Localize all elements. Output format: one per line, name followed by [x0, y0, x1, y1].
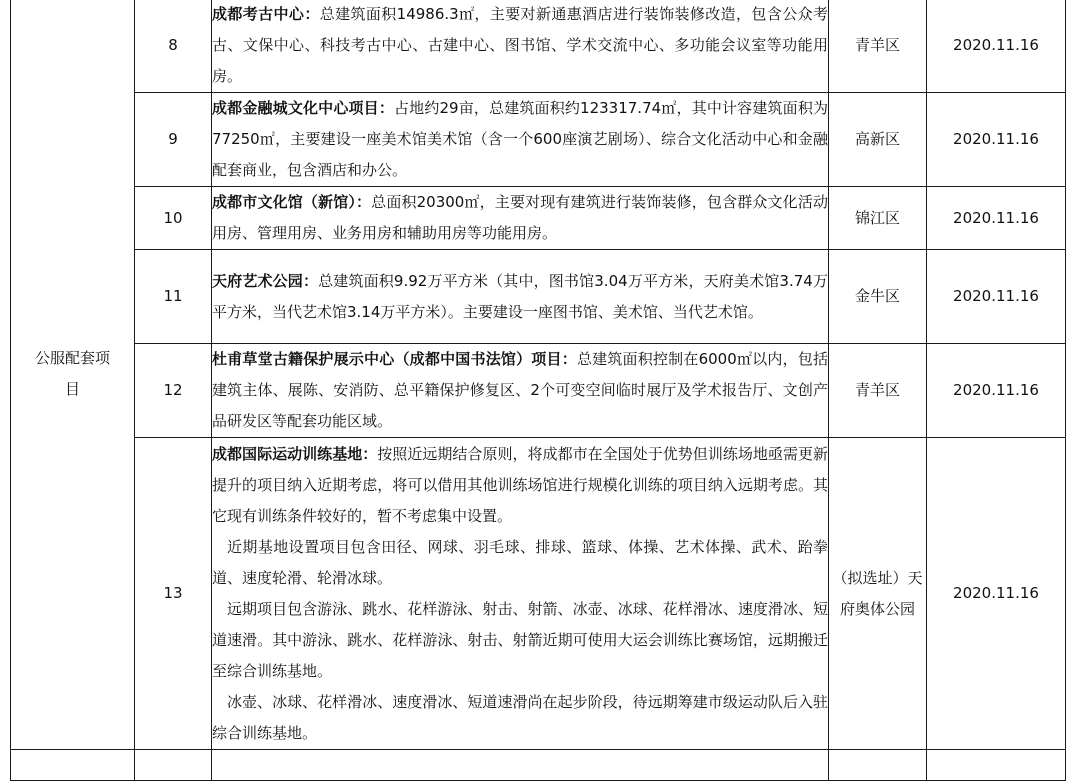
category-cell: [11, 0, 135, 750]
project-text: 总建筑面积14986.3㎡，主要对新通惠酒店进行装饰装修改造，包含公众考古、文保中心、科技考古中心、古建中心、图书馆、学术交流中心、多功能会议室等功能用房。: [212, 5, 828, 85]
project-location: 金牛区: [829, 250, 927, 344]
project-text: 总面积20300㎡，主要对现有建筑进行装饰装修，包含群众文化活动用房、管理用房、业务用房和辅助用房等功能用房。: [212, 193, 828, 242]
project-text: 按照近远期结合原则，将成都市在全国处于优势但训练场地亟需更新提升的项目纳入近期考虑，将可以借用其他训练场馆进行规模化训练的项目纳入远期考虑。其它现有训练条件较好的，暂不考虑集中设置。: [212, 444, 828, 525]
project-description: [212, 0, 829, 93]
project-paragraph: 近期基地设置项目包含田径、网球、羽毛球、排球、篮球、体操、艺术体操、武术、跆拳道、速度轮滑、轮滑冰球。: [212, 537, 828, 587]
table-row: [11, 0, 1066, 93]
project-description: [212, 93, 829, 187]
project-date: 2020.11.16: [927, 438, 1066, 750]
table-row: [11, 250, 1066, 344]
project-text: 总建筑面积控制在6000㎡以内，包括建筑主体、展陈、安消防、总平籍保护修复区、2个可变空间临时展厅及学术报告厅、文创产品研发区等配套功能区域。: [212, 350, 828, 430]
empty-cell: [829, 750, 927, 781]
project-name: 成都市文化馆（新馆）：: [212, 193, 372, 211]
project-description: [212, 438, 829, 750]
row-number: 9: [135, 93, 212, 187]
row-number: 13: [135, 438, 212, 750]
table-row: [11, 438, 1066, 750]
project-location: 青羊区: [829, 344, 927, 438]
project-name: 杜甫草堂古籍保护展示中心（成都中国书法馆）项目：: [212, 350, 577, 368]
empty-cell: [212, 750, 829, 781]
project-name: 成都金融城文化中心项目：: [212, 99, 394, 117]
project-date: 2020.11.16: [927, 344, 1066, 438]
project-description: [212, 250, 829, 344]
category-label: 公服配套项目: [34, 349, 110, 398]
table-row: [11, 187, 1066, 250]
table-row: [11, 93, 1066, 187]
project-name: 成都国际运动训练基地：: [212, 444, 378, 463]
row-number: 12: [135, 344, 212, 438]
project-date: 2020.11.16: [927, 250, 1066, 344]
empty-cell: [927, 750, 1066, 781]
project-paragraph: 远期项目包含游泳、跳水、花样游泳、射击、射箭、冰壶、冰球、花样滑冰、速度滑冰、短道速滑。其中游泳、跳水、花样游泳、射击、射箭近期可使用大运会训练比赛场馆，远期搬迁至综合训练基地。: [212, 599, 828, 680]
empty-cell: [135, 750, 212, 781]
row-number: 8: [135, 0, 212, 93]
project-location: （拟选址）天府奥体公园: [829, 438, 927, 750]
table-row: [11, 750, 1066, 781]
project-paragraph: 冰壶、冰球、花样滑冰、速度滑冰、短道速滑尚在起步阶段，待远期筹建市级运动队后入驻综合训练基地。: [212, 692, 828, 742]
project-text: 占地约29亩，总建筑面积约123317.74㎡，其中计容建筑面积为77250㎡，主要建设一座美术馆美术馆（含一个600座演艺剧场）、综合文化活动中心和金融配套商业，包含酒店和办公。: [212, 99, 828, 179]
project-description: [212, 187, 829, 250]
project-date: 2020.11.16: [927, 187, 1066, 250]
project-location: 锦江区: [829, 187, 927, 250]
project-date: 2020.11.16: [927, 0, 1066, 93]
project-name: 成都考古中心：: [212, 5, 320, 23]
project-name: 天府艺术公园：: [212, 271, 319, 290]
table-row: [11, 344, 1066, 438]
project-text: 总建筑面积9.92万平方米（其中，图书馆3.04万平方米，天府美术馆3.74万平方米，当代艺术馆3.14万平方米）。主要建设一座图书馆、美术馆、当代艺术馆。: [212, 271, 828, 321]
row-number: 10: [135, 187, 212, 250]
project-location: 青羊区: [829, 0, 927, 93]
project-date: 2020.11.16: [927, 93, 1066, 187]
project-location: 高新区: [829, 93, 927, 187]
project-table: [10, 0, 1066, 781]
project-description: [212, 344, 829, 438]
empty-cell: [11, 750, 135, 781]
row-number: 11: [135, 250, 212, 344]
